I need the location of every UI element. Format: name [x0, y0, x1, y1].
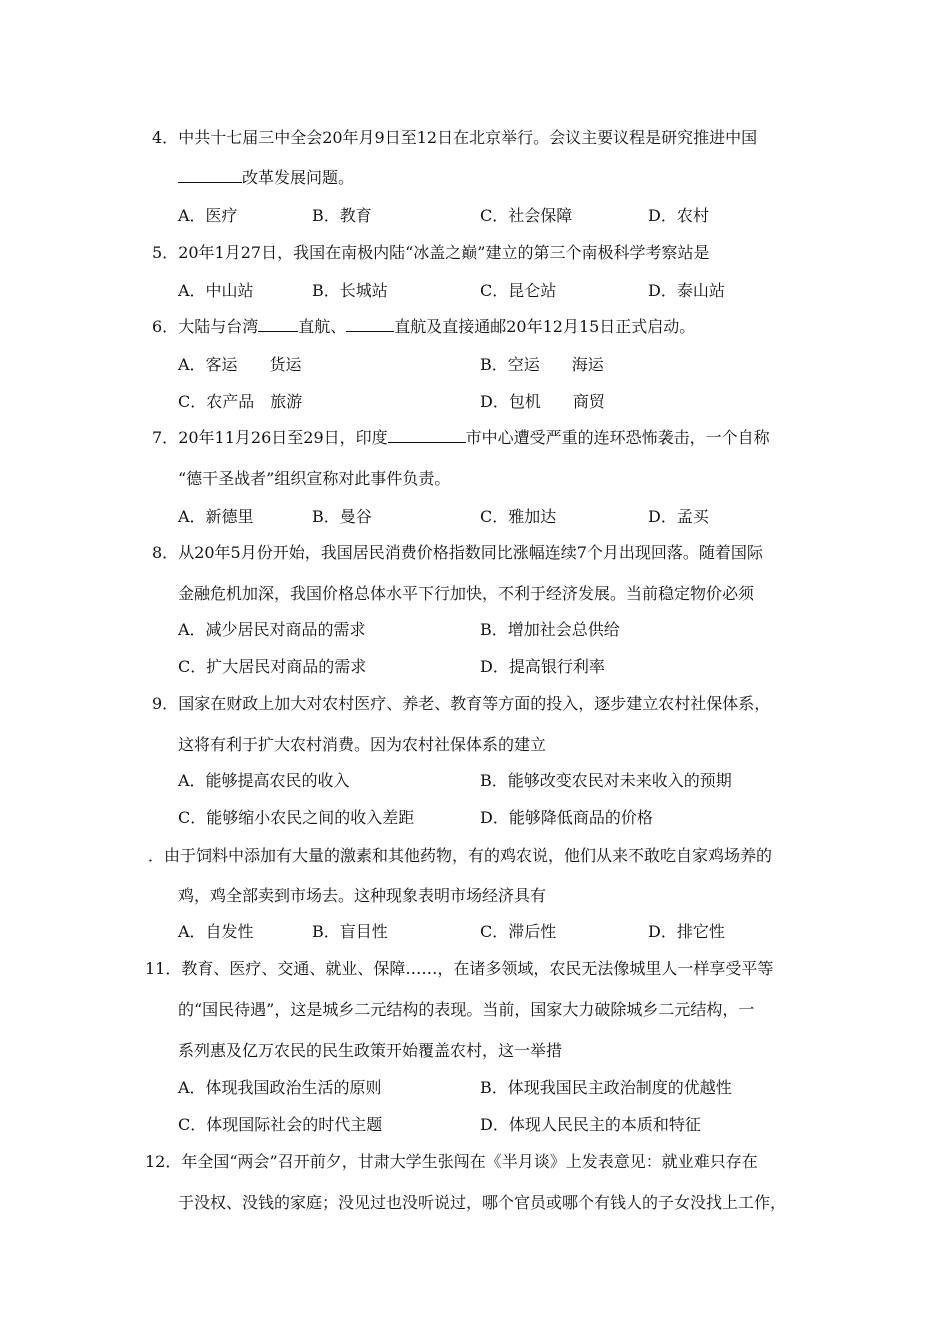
- question-12-line-1: [145, 1152, 758, 1172]
- question-number: 6．: [152, 317, 179, 336]
- option-d: D．排它性: [648, 922, 725, 941]
- question-text: 从20年5月份开始，我国居民消费价格指数同比涨幅连续7个月出现回落。随着国际: [178, 543, 763, 562]
- question-number: 5．: [152, 243, 179, 262]
- question-10-line-1: [148, 846, 772, 866]
- option-c: C．体现国际社会的时代主题: [178, 1115, 383, 1134]
- option-c: C．农产品 旅游: [178, 392, 303, 411]
- question-number: 11．: [145, 959, 182, 978]
- option-d: D．包机 商贸: [480, 392, 605, 411]
- question-9-line-1: [152, 694, 770, 714]
- question-4-line-1: [152, 128, 757, 148]
- question-text: 年全国“两会”召开前夕，甘肃大学生张闯在《半月谈》上发表意见：就业难只存在: [181, 1152, 758, 1171]
- question-10-line-2: 鸡，鸡全部卖到市场去。这种现象表明市场经济具有: [178, 886, 547, 905]
- option-b: B．曼谷: [312, 507, 372, 526]
- option-b: B．盲目性: [312, 922, 388, 941]
- question-8-line-2: 金融危机加深，我国价格总体水平下行加快，不利于经济发展。当前稳定物价必须: [178, 584, 755, 603]
- question-number: 12．: [145, 1152, 182, 1171]
- question-number: 4．: [152, 128, 179, 147]
- option-d: D．泰山站: [648, 281, 725, 300]
- question-4-line-2: [178, 168, 354, 188]
- question-number: 7．: [152, 428, 179, 447]
- option-a: A．体现我国政治生活的原则: [178, 1078, 382, 1097]
- option-a: A．自发性: [178, 922, 254, 941]
- option-a: A．新德里: [178, 507, 254, 526]
- option-c: C．能够缩小农民之间的收入差距: [178, 808, 415, 827]
- question-11-line-1: [145, 959, 773, 979]
- option-d: D．体现人民民主的本质和特征: [480, 1115, 701, 1134]
- answer-blank: [258, 317, 298, 332]
- question-8-line-1: [152, 543, 763, 563]
- option-a: A．能够提高农民的收入: [178, 771, 350, 790]
- answer-blank: [346, 317, 394, 332]
- option-a: A．医疗: [178, 206, 238, 225]
- option-c: C．滞后性: [480, 922, 557, 941]
- question-text: 由于饲料中添加有大量的激素和其他药物，有的鸡农说，他们从来不敢吃自家鸡场养的: [164, 846, 773, 865]
- option-b: B．增加社会总供给: [480, 620, 620, 639]
- question-text: 直航及直接通邮20年12月15日正式启动。: [394, 317, 696, 336]
- question-number: 8．: [152, 543, 179, 562]
- option-b: B．能够改变农民对未来收入的预期: [480, 771, 732, 790]
- question-text: 市中心遭受严重的连环恐怖袭击，一个自称: [465, 428, 770, 447]
- question-text: 中共十七届三中全会20年月9日至12日在北京举行。会议主要议程是研究推进中国: [178, 128, 758, 147]
- question-text: 国家在财政上加大对农村医疗、养老、教育等方面的投入，逐步建立农村社保体系，: [178, 694, 771, 713]
- question-number: 9．: [152, 694, 179, 713]
- question-11-line-2: 的“国民待遇”，这是城乡二元结构的表现。当前，国家大力破除城乡二元结构，一: [178, 1000, 755, 1019]
- question-text: 大陆与台湾: [178, 317, 259, 336]
- option-d: D．孟买: [648, 507, 709, 526]
- question-5-line-1: [152, 243, 709, 263]
- option-b: B．长城站: [312, 281, 388, 300]
- option-c: C．社会保障: [480, 206, 573, 225]
- option-b: B．教育: [312, 206, 372, 225]
- question-7-line-2: “德干圣战者”组织宣称对此事件负责。: [178, 469, 451, 488]
- question-12-line-2: 于没权、没钱的家庭；没见过也没听说过，哪个官员或哪个有钱人的子女没找上工作，: [178, 1193, 787, 1212]
- option-b: B．空运 海运: [480, 355, 604, 374]
- option-a: A．客运 货运: [178, 355, 302, 374]
- option-c: C．扩大居民对商品的需求: [178, 657, 367, 676]
- option-b: B．体现我国民主政治制度的优越性: [480, 1078, 732, 1097]
- question-6-line-1: [152, 317, 695, 337]
- answer-blank: [178, 168, 242, 183]
- answer-blank: [388, 428, 466, 443]
- option-d: D．农村: [648, 206, 709, 225]
- option-a: A．中山站: [178, 281, 254, 300]
- question-text: 20年11月26日至29日，印度: [178, 428, 388, 447]
- question-text: 20年1月27日，我国在南极内陆“冰盖之巅”建立的第三个南极科学考察站是: [178, 243, 710, 262]
- question-11-line-3: 系列惠及亿万农民的民生政策开始覆盖农村，这一举措: [178, 1041, 563, 1060]
- question-text: 改革发展问题。: [242, 168, 355, 187]
- option-c: C．昆仑站: [480, 281, 557, 300]
- question-number: ．: [148, 846, 165, 865]
- option-c: C．雅加达: [480, 507, 557, 526]
- option-d: D．提高银行利率: [480, 657, 605, 676]
- question-7-line-1: [152, 428, 770, 448]
- question-text: 直航、: [298, 317, 347, 336]
- question-text: 教育、医疗、交通、就业、保障……，在诸多领域，农民无法像城里人一样享受平等: [181, 959, 774, 978]
- option-d: D．能够降低商品的价格: [480, 808, 653, 827]
- option-a: A．减少居民对商品的需求: [178, 620, 366, 639]
- question-9-line-2: 这将有利于扩大农村消费。因为农村社保体系的建立: [178, 735, 547, 754]
